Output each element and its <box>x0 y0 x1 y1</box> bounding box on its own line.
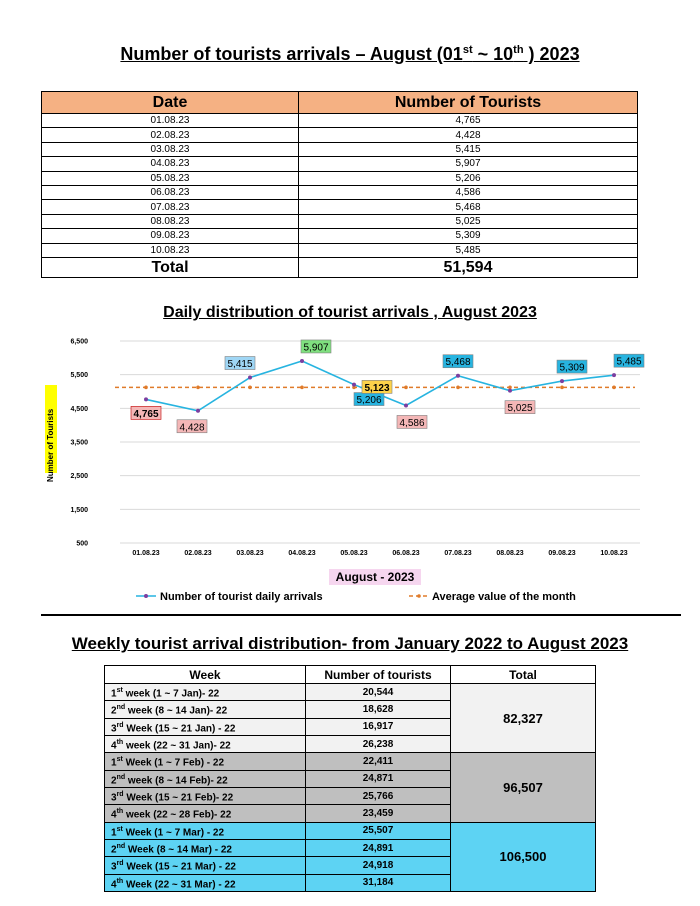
week-range: week (22 ~ 28 Feb)- 22 <box>123 809 232 821</box>
chart-title: Daily distribution of tourist arrivals , August 2023 <box>163 304 537 321</box>
tourists-cell: 5,415 <box>299 142 638 156</box>
weekly-distribution-title: Weekly tourist arrival distribution- from January 2022 to August 2023 <box>71 634 629 653</box>
tourists-cell: 4,428 <box>299 128 638 142</box>
average-point <box>508 386 512 390</box>
tourists-cell: 5,907 <box>299 157 638 171</box>
week-cell <box>105 822 306 839</box>
data-label: 5,468 <box>445 357 471 369</box>
title-text: ~ 10 <box>472 44 514 64</box>
daily-arrivals-point <box>248 376 252 380</box>
date-cell: 07.08.23 <box>42 200 299 214</box>
x-tick-label: 08.08.23 <box>496 550 524 557</box>
average-point <box>404 386 408 390</box>
week-cell <box>105 874 306 891</box>
date-cell: 02.08.23 <box>42 128 299 142</box>
date-cell: 01.08.23 <box>42 114 299 128</box>
week-number: 4 <box>111 740 117 752</box>
data-label: 5,206 <box>356 395 382 407</box>
week-range: Week (15 ~ 21 Feb)- 22 <box>123 792 234 804</box>
table-row <box>42 185 638 199</box>
title-sup: st <box>462 44 473 56</box>
tourists-cell: 5,025 <box>299 214 638 228</box>
title-sup: th <box>513 44 524 56</box>
average-point <box>456 386 460 390</box>
x-tick-label: 05.08.23 <box>340 550 368 557</box>
tourists-cell: 16,917 <box>306 718 451 735</box>
tourists-cell: 24,891 <box>306 839 451 856</box>
tourists-cell: 23,459 <box>306 805 451 822</box>
week-cell <box>105 684 306 701</box>
week-range: week (8 ~ 14 Feb)- 22 <box>125 774 228 786</box>
legend-marker-average <box>417 594 421 598</box>
tourists-cell: 5,485 <box>299 243 638 257</box>
data-label: 5,415 <box>227 359 253 371</box>
y-axis-label: Number of Tourists <box>46 408 55 482</box>
total-header: Total <box>451 666 596 684</box>
week-cell <box>105 753 306 770</box>
date-cell: 09.08.23 <box>42 229 299 243</box>
data-label: 5,025 <box>507 403 533 415</box>
tourists-cell: 20,544 <box>306 684 451 701</box>
y-tick-label: 500 <box>76 540 88 548</box>
week-cell <box>105 718 306 735</box>
table-row <box>42 128 638 142</box>
x-tick-label: 06.08.23 <box>392 550 420 557</box>
week-ordinal: th <box>116 877 124 885</box>
tourists-cell: 4,586 <box>299 185 638 199</box>
week-ordinal: rd <box>116 721 124 729</box>
daily-arrivals-point <box>456 374 460 378</box>
daily-arrivals-point <box>300 359 304 363</box>
x-tick-label: 03.08.23 <box>236 550 264 557</box>
week-number: 1 <box>111 826 117 838</box>
week-number: 3 <box>111 722 117 734</box>
week-number: 3 <box>111 861 117 873</box>
average-label: 5,123 <box>364 382 390 394</box>
table-row <box>105 822 596 839</box>
daily-arrivals-table <box>41 91 638 278</box>
average-point <box>248 386 252 390</box>
week-range: week (22 ~ 31 Jan)- 22 <box>123 740 231 752</box>
data-label: 5,309 <box>559 362 585 374</box>
week-range: Week (22 ~ 31 Mar) - 22 <box>123 878 236 890</box>
tourists-header: Number of tourists <box>306 666 451 684</box>
week-ordinal: nd <box>116 704 126 712</box>
total-value: 51,594 <box>299 257 638 277</box>
week-cell <box>105 770 306 787</box>
average-point <box>612 386 616 390</box>
daily-distribution-chart <box>0 330 700 610</box>
week-ordinal: st <box>116 756 123 764</box>
tourists-cell: 22,411 <box>306 753 451 770</box>
week-cell <box>105 805 306 822</box>
total-row <box>42 257 638 277</box>
week-ordinal: th <box>116 738 124 746</box>
total-label: Total <box>42 257 299 277</box>
table-header-row <box>105 666 596 684</box>
tourists-cell: 25,766 <box>306 787 451 804</box>
table-row <box>105 684 596 701</box>
week-number: 1 <box>111 688 117 700</box>
daily-arrivals-point <box>612 373 616 377</box>
table-row <box>42 157 638 171</box>
week-range: Week (1 ~ 7 Mar) - 22 <box>122 826 225 838</box>
week-number: 4 <box>111 809 117 821</box>
week-range: Week (15 ~ 21 Mar) - 22 <box>123 861 236 873</box>
date-cell: 10.08.23 <box>42 243 299 257</box>
week-cell <box>105 857 306 874</box>
table-header-row <box>42 92 638 114</box>
x-tick-label: 10.08.23 <box>600 550 628 557</box>
week-ordinal: nd <box>116 842 126 850</box>
x-tick-label: 02.08.23 <box>184 550 212 557</box>
date-cell: 08.08.23 <box>42 214 299 228</box>
tourists-cell: 25,507 <box>306 822 451 839</box>
average-point <box>560 386 564 390</box>
table-row <box>42 142 638 156</box>
daily-arrivals-point <box>560 379 564 383</box>
tourists-cell: 31,184 <box>306 874 451 891</box>
y-tick-label: 6,500 <box>70 338 88 346</box>
week-ordinal: nd <box>116 773 126 781</box>
table-row <box>42 229 638 243</box>
daily-arrivals-point <box>508 389 512 393</box>
table-row <box>105 753 596 770</box>
x-tick-label: 01.08.23 <box>132 550 160 557</box>
y-tick-label: 4,500 <box>70 405 88 413</box>
week-range: Week (1 ~ 7 Feb) - 22 <box>122 757 225 769</box>
y-tick-label: 5,500 <box>70 372 88 380</box>
date-cell: 03.08.23 <box>42 142 299 156</box>
data-label: 4,428 <box>179 422 205 434</box>
tourists-cell: 18,628 <box>306 701 451 718</box>
tourists-cell: 24,918 <box>306 857 451 874</box>
week-number: 2 <box>111 774 117 786</box>
x-tick-label: 09.08.23 <box>548 550 576 557</box>
x-axis-title: August - 2023 <box>335 570 415 584</box>
tourists-cell: 5,206 <box>299 171 638 185</box>
week-cell <box>105 839 306 856</box>
section-divider <box>41 614 681 616</box>
month-total-cell: 106,500 <box>451 822 596 891</box>
average-point <box>144 386 148 390</box>
daily-arrivals-point <box>196 409 200 413</box>
daily-arrivals-point <box>352 383 356 387</box>
week-header: Week <box>105 666 306 684</box>
tourists-cell: 5,468 <box>299 200 638 214</box>
week-ordinal: rd <box>116 790 124 798</box>
week-range: Week (8 ~ 14 Mar) - 22 <box>125 844 232 856</box>
y-tick-label: 1,500 <box>70 506 88 514</box>
week-number: 1 <box>111 757 117 769</box>
data-label: 5,907 <box>303 342 329 354</box>
data-label: 4,765 <box>133 408 159 420</box>
table-row <box>42 114 638 128</box>
data-label: 4,586 <box>399 417 425 429</box>
x-tick-label: 07.08.23 <box>444 550 472 557</box>
table-row <box>42 214 638 228</box>
weekly-distribution-table <box>104 665 596 892</box>
daily-arrivals-title <box>0 44 700 65</box>
week-cell <box>105 701 306 718</box>
week-number: 2 <box>111 705 117 717</box>
week-ordinal: rd <box>116 860 124 868</box>
week-ordinal: st <box>116 687 123 694</box>
week-cell <box>105 787 306 804</box>
legend-label-average: Average value of the month <box>432 591 576 603</box>
tourists-header: Number of Tourists <box>299 92 638 114</box>
tourists-cell: 5,309 <box>299 229 638 243</box>
week-number: 3 <box>111 792 117 804</box>
week-cell <box>105 735 306 752</box>
average-point <box>300 386 304 390</box>
week-range: Week (15 ~ 21 Jan) - 22 <box>123 722 236 734</box>
month-total-cell: 96,507 <box>451 753 596 822</box>
week-range: week (1 ~ 7 Jan)- 22 <box>122 688 220 700</box>
legend-marker-daily <box>144 594 148 598</box>
daily-arrivals-point <box>404 403 408 407</box>
y-tick-label: 2,500 <box>70 473 88 481</box>
tourists-cell: 4,765 <box>299 114 638 128</box>
week-number: 2 <box>111 844 117 856</box>
week-range: week (8 ~ 14 Jan)- 22 <box>125 705 228 717</box>
tourists-cell: 24,871 <box>306 770 451 787</box>
daily-arrivals-point <box>144 397 148 401</box>
month-total-cell: 82,327 <box>451 684 596 753</box>
legend-label-daily: Number of tourist daily arrivals <box>160 591 323 603</box>
y-tick-label: 3,500 <box>70 439 88 447</box>
title-text: ) 2023 <box>523 44 580 64</box>
x-tick-label: 04.08.23 <box>288 550 316 557</box>
date-cell: 06.08.23 <box>42 185 299 199</box>
table-row <box>42 171 638 185</box>
tourists-cell: 26,238 <box>306 735 451 752</box>
table-row <box>42 200 638 214</box>
week-number: 4 <box>111 878 117 890</box>
date-cell: 05.08.23 <box>42 171 299 185</box>
week-ordinal: th <box>116 808 124 816</box>
date-header: Date <box>42 92 299 114</box>
date-cell: 04.08.23 <box>42 157 299 171</box>
table-row <box>42 243 638 257</box>
week-ordinal: st <box>116 825 123 833</box>
average-point <box>196 386 200 390</box>
data-label: 5,485 <box>616 356 642 368</box>
title-text: Number of tourists arrivals – August (01 <box>120 44 463 64</box>
